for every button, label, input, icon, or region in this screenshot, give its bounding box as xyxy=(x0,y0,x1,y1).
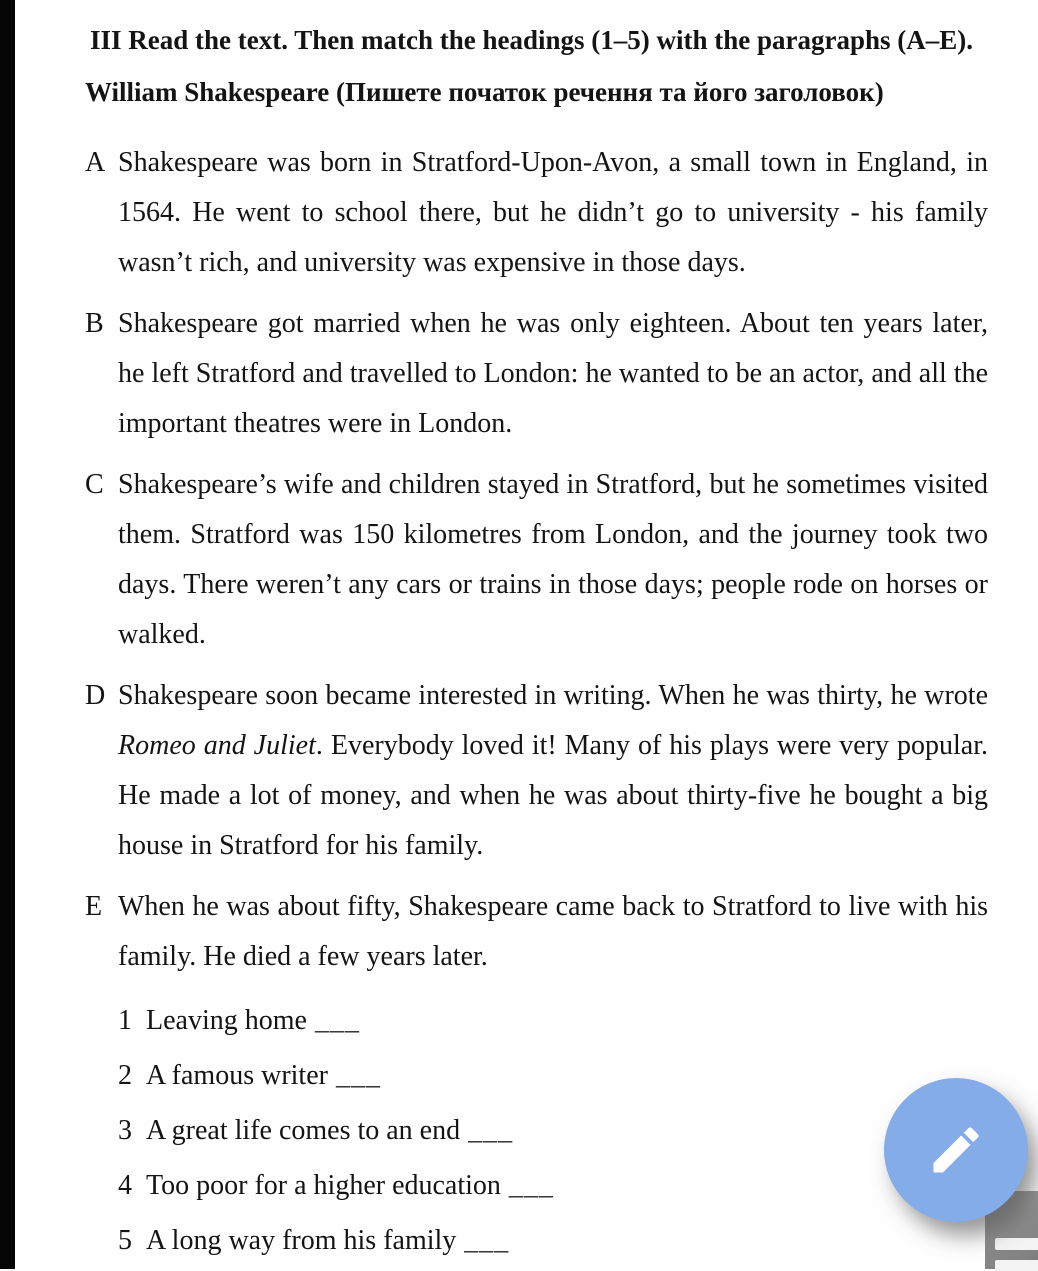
list-line-icon xyxy=(995,1238,1038,1250)
heading-number: 2 xyxy=(118,1060,132,1091)
heading-number: 5 xyxy=(118,1225,132,1256)
paragraph-label: E xyxy=(85,891,103,922)
document-page xyxy=(15,0,1038,1269)
answer-blank: ___ xyxy=(314,1005,360,1036)
paragraph-text: Shakespeare’s wife and children stayed in Stratford, but he sometimes visited them. Stratford was 150 kilometres from London, and the journey took two days. There weren’t any cars or trains in those days; people rode on horses or walked. xyxy=(118,469,988,650)
heading-item-2 xyxy=(118,1048,988,1103)
paragraph-d xyxy=(85,671,988,871)
heading-text: Too poor for a higher education xyxy=(146,1170,501,1201)
answer-blank: ___ xyxy=(335,1060,381,1091)
heading-text: A famous writer xyxy=(146,1060,328,1091)
paragraph-text xyxy=(118,671,988,871)
paragraph-e xyxy=(85,882,988,982)
answer-blank: ___ xyxy=(468,1115,514,1146)
headings-list xyxy=(118,993,988,1268)
heading-item-4 xyxy=(118,1158,988,1213)
text-title: William Shakespeare (Пишете початок речення та його заголовок) xyxy=(85,77,884,107)
list-line-icon xyxy=(995,1260,1038,1271)
heading-item-1 xyxy=(118,993,988,1048)
left-black-bar xyxy=(0,0,15,1269)
heading-item-5 xyxy=(118,1213,988,1268)
paragraph-label: A xyxy=(85,147,106,178)
answer-blank: ___ xyxy=(508,1170,554,1201)
paragraph-text-segment: Shakespeare soon became interested in writing. When he was thirty, he wrote xyxy=(118,680,988,711)
book-title-italic: Romeo and Juliet xyxy=(118,730,316,761)
heading-number: 3 xyxy=(118,1115,132,1146)
paragraph-text: When he was about fifty, Shakespeare came back to Stratford to live with his family. He died a few years later. xyxy=(118,891,988,972)
pencil-icon xyxy=(926,1120,986,1180)
heading-number: 4 xyxy=(118,1170,132,1201)
paragraph-text: Shakespeare got married when he was only eighteen. About ten years later, he left Stratford and travelled to London: he wanted to be an actor, and all the important theatres were in London. xyxy=(118,308,988,439)
exercise-instruction: III Read the text. Then match the headings (1–5) with the paragraphs (A–E). xyxy=(90,25,974,55)
paragraph-label: B xyxy=(85,308,104,339)
paragraph-label: D xyxy=(85,680,106,711)
paragraph-c xyxy=(85,460,988,660)
edit-fab-button[interactable] xyxy=(884,1078,1028,1222)
answer-blank: ___ xyxy=(464,1225,510,1256)
paragraph-text-segment: . Everybody loved it! Many of his plays were very popular. He made a lot of money, and when he was about thirty-five he bought a big house in Stratford for his family. xyxy=(118,730,988,861)
paragraph-text: Shakespeare was born in Stratford-Upon-Avon, a small town in England, in 1564. He went to school there, but he didn’t go to university - his family wasn’t rich, and university was expensive in those days. xyxy=(118,147,988,278)
heading-text: A great life comes to an end xyxy=(146,1115,461,1146)
heading-text: Leaving home xyxy=(146,1005,307,1036)
heading-number: 1 xyxy=(118,1005,132,1036)
heading-text: A long way from his family xyxy=(146,1225,457,1256)
paragraph-b xyxy=(85,299,988,449)
paragraph-a xyxy=(85,138,988,288)
heading-item-3 xyxy=(118,1103,988,1158)
paragraph-label: C xyxy=(85,469,104,500)
